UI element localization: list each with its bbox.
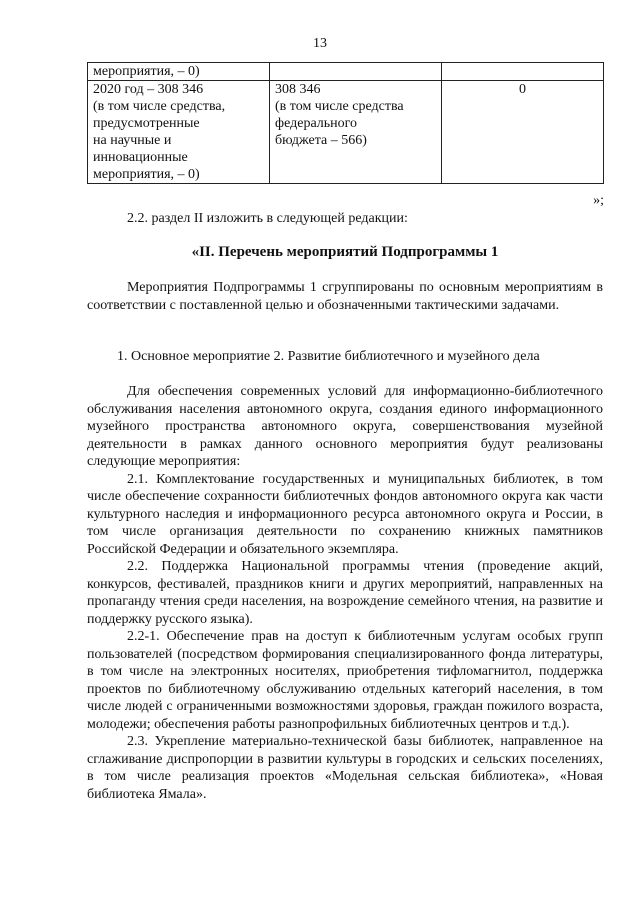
cell-text: 308 346 (в том числе средства федерального бюджета – 566) [275, 82, 404, 148]
budget-table [87, 62, 604, 184]
table-cell [442, 63, 604, 81]
paragraph: Мероприятия Подпрограммы 1 сгруппированы по основным мероприятиям в соответствии с поставленной целью и обозначенными тактическими задачами. [87, 280, 603, 313]
table-cell [442, 81, 604, 184]
table-cell [88, 81, 270, 184]
closing-quote: »; [593, 193, 604, 208]
section-title: «II. Перечень мероприятий Подпрограммы 1 [191, 244, 499, 260]
paragraph: Для обеспечения современных условий для информационно-библиотечного обслуживания населения автономного округа, создания единого информационного музейного пространства автономного округа, совершенствования музейной деятельности в рамках данного основного мероприятия будут реализованы следующие мероприятия: [87, 384, 603, 469]
table-row [88, 81, 604, 184]
table-cell [88, 63, 270, 81]
table-cell [270, 81, 442, 184]
paragraph: 2.2. Поддержка Национальной программы чтения (проведение акций, конкурсов, фестивалей, праздников книги и других мероприятий, направленных на пропаганду чтения среди населения, на возрождение семейного чтения, на развитие и поддержку русского языка). [87, 559, 603, 627]
intro-paragraph-block [87, 279, 603, 314]
cell-text: 0 [519, 82, 526, 97]
cell-text: мероприятия, – 0) [93, 64, 200, 79]
activities-block [87, 383, 603, 803]
amendment-instruction: 2.2. раздел II изложить в следующей редакции: [127, 211, 408, 226]
paragraph: 2.1. Комплектование государственных и муниципальных библиотек, в том числе обеспечение сохранности библиотечных фондов автономного округа как части культурного наследия и информационного ресурса автономного округа и России, в том числе организация деятельности по сохранению книжных памятников Российской Федерации и обязательного экземпляра. [87, 471, 603, 557]
table-cell [270, 63, 442, 81]
page-number: 13 [313, 36, 327, 51]
table-row [88, 63, 604, 81]
cell-text: 2020 год – 308 346 (в том числе средства, предусмотренные на научные и инновационные мероприятия, – 0) [93, 82, 226, 182]
paragraph: 2.2-1. Обеспечение прав на доступ к библиотечным услугам особых групп пользователей (посредством формирования специализированного фонда литературы, в том числе на электронных носителях, приобретения тифломагнитол, поддержка проектов по библиотечному обслуживанию отдельных категорий населения, в том числе людей с ограниченными возможностями здоровья, граждан пожилого возраста, молодежи; обеспечения работы разнопрофильных библиотечных центров и т.д.). [87, 629, 603, 732]
main-activity-heading: 1. Основное мероприятие 2. Развитие библиотечного и музейного дела [117, 349, 540, 364]
paragraph: 2.3. Укрепление материально-технической базы библиотек, направленное на сглаживание диспропорции в развитии культуры в городских и сельских поселениях, в том числе реализация проектов «Модельная сельская библиотека», «Новая библиотека Ямала». [87, 734, 603, 802]
